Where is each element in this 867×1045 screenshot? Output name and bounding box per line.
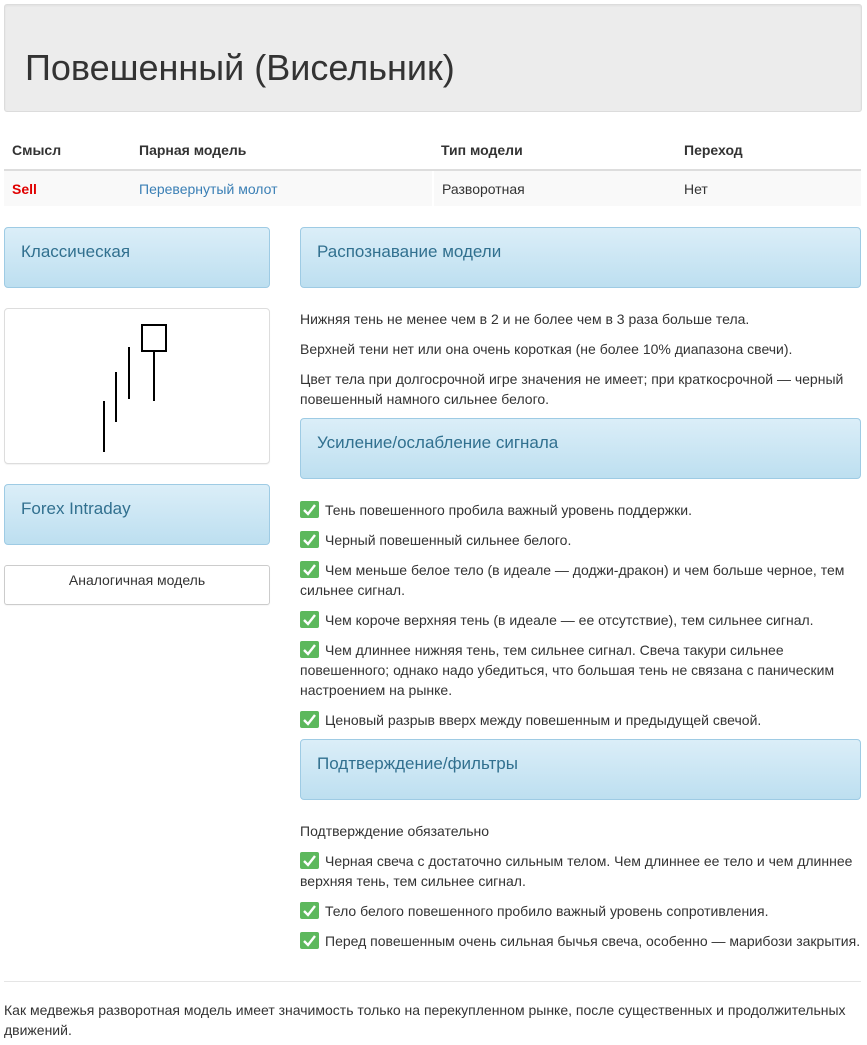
- checkmark-icon: [300, 501, 319, 518]
- model-type-cell: Разворотная: [433, 170, 676, 206]
- list-item: [300, 640, 862, 700]
- list-item-text: Тень повешенного пробила важный уровень поддержки.: [325, 502, 692, 518]
- list-item: [300, 710, 862, 730]
- signal-strength-panel-title: Усиление/ослабление сигнала: [317, 433, 559, 452]
- list-item-text: Перед повешенным очень сильная бычья свеча, особенно — марибози закрытия.: [325, 933, 861, 949]
- list-item: [300, 851, 862, 891]
- checkmark-icon: [300, 531, 319, 548]
- column-header-meaning: Смысл: [4, 131, 131, 170]
- page-header: [4, 4, 862, 112]
- analog-model-button[interactable]: Аналогичная модель: [4, 565, 270, 605]
- recognition-paragraph: Нижняя тень не менее чем в 2 и не более чем в 3 раза больше тела.: [300, 311, 750, 327]
- list-item-text: Чем короче верхняя тень (в идеале — ее отсутствие), тем сильнее сигнал.: [325, 612, 814, 628]
- hanging-man-candles-diagram: [5, 309, 269, 463]
- list-item-text: Черный повешенный сильнее белого.: [325, 532, 572, 548]
- hanging-man-body: [142, 325, 166, 351]
- forex-panel-heading: [4, 484, 270, 545]
- checkmark-icon: [300, 641, 319, 658]
- column-header-pair-model: Парная модель: [131, 131, 433, 170]
- divider: [4, 981, 861, 982]
- pattern-image: [4, 308, 270, 464]
- checkmark-icon: [300, 902, 319, 919]
- recognition-panel-title: Распознавание модели: [317, 242, 502, 261]
- list-item-text: Ценовый разрыв вверх между повешенным и предыдущей свечой.: [325, 712, 762, 728]
- page-title: Повешенный (Висельник): [25, 47, 455, 88]
- signal-strength-panel-heading: [300, 418, 861, 479]
- pair-model-cell: [131, 170, 433, 206]
- confirmation-intro: Подтверждение обязательно: [300, 823, 490, 839]
- table-header-row: [4, 131, 861, 170]
- checkmark-icon: [300, 932, 319, 949]
- column-header-model-type: Тип модели: [433, 131, 676, 170]
- classic-panel-title: Классическая: [21, 242, 131, 261]
- list-item: [300, 901, 862, 921]
- pair-model-link[interactable]: Перевернутый молот: [139, 180, 278, 197]
- table-row: [4, 170, 861, 206]
- signal-value: Sell: [12, 180, 37, 197]
- recognition-panel-heading: [300, 227, 861, 288]
- footer-note: Как медвежья разворотная модель имеет значимость только на перекупленном рынке, после существенных и продолжительных движений.: [4, 1002, 846, 1038]
- summary-table: [4, 131, 861, 206]
- list-item-text: Черная свеча с достаточно сильным телом. Чем длиннее ее тело и чем длиннее верхняя тень, тем сильнее сигнал.: [300, 853, 853, 889]
- list-item: [300, 610, 862, 630]
- list-item: [300, 500, 862, 520]
- column-header-transition: Переход: [676, 131, 861, 170]
- list-item: [300, 931, 862, 951]
- signal-cell: [4, 170, 131, 206]
- transition-cell: Нет: [676, 170, 861, 206]
- recognition-paragraph: Цвет тела при долгосрочной игре значения не имеет; при краткосрочной — черный повешенный намного сильнее белого.: [300, 371, 844, 407]
- list-item: [300, 530, 862, 550]
- list-item-text: Тело белого повешенного пробило важный уровень сопротивления.: [325, 903, 769, 919]
- list-item-text: Чем длиннее нижняя тень, тем сильнее сигнал. Свеча такури сильнее повешенного; однако надо убедиться, что большая тень не связана с паническим настроением на рынке.: [300, 642, 835, 698]
- checkmark-icon: [300, 561, 319, 578]
- list-item: [300, 560, 862, 600]
- checkmark-icon: [300, 611, 319, 628]
- list-item-text: Чем меньше белое тело (в идеале — доджи-дракон) и чем больше черное, тем сильнее сигнал.: [300, 562, 845, 598]
- forex-panel-title: Forex Intraday: [21, 499, 131, 518]
- recognition-paragraph: Верхней тени нет или она очень короткая (не более 10% диапазона свечи).: [300, 341, 793, 357]
- confirmation-panel-heading: [300, 739, 861, 800]
- classic-panel-heading: [4, 227, 270, 288]
- confirmation-panel-title: Подтверждение/фильтры: [317, 754, 518, 773]
- checkmark-icon: [300, 711, 319, 728]
- checkmark-icon: [300, 852, 319, 869]
